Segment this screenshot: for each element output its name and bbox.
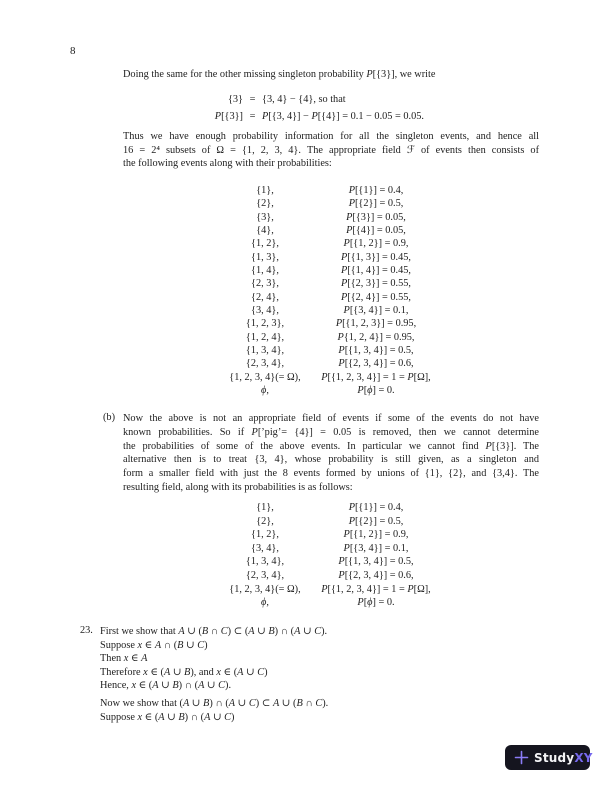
event-cell: {1}, (256, 502, 274, 513)
table-row (220, 237, 442, 250)
table-row (220, 596, 442, 610)
event-cell: {1, 4}, (251, 265, 279, 277)
proof-line: Hence, x ∈ (A ∪ B) ∩ (A ∪ C). (100, 680, 232, 692)
paragraph-line: Thus we have enough probability information for all the singleton events, and hence all (123, 131, 539, 142)
probability-cell: P[{3}] = 0.05, (346, 211, 406, 223)
proof-line: First we show that A ∪ (B ∩ C) ⊂ (A ∪ B) ∩ (A ∪ C). (100, 626, 328, 637)
probability-cell: P[{2, 3, 4}] = 0.6, (338, 358, 414, 370)
paragraph-line: alternative then is to treat {3, 4}, whose probability is still given, as a singleton and (123, 454, 539, 466)
table-row (220, 264, 442, 277)
event-cell: {2, 4}, (251, 291, 279, 303)
event-cell: {3, 4}, (251, 305, 279, 317)
event-cell: {2}, (256, 515, 274, 527)
probability-cell: P[{3, 4}] = 0.1, (343, 305, 409, 317)
table-row (220, 357, 442, 370)
studyxy-badge (505, 745, 593, 770)
table-row (220, 211, 442, 224)
event-cell: {1, 2}, (251, 238, 279, 250)
table-row (220, 569, 442, 583)
paragraph-line: known probabilities. So if P[’pig’= {4}] = 0.05 is removed, then we cannot determine (123, 426, 539, 438)
paragraph-line: the following events along with their probabilities: (123, 158, 332, 170)
intro-paragraph: Doing the same for the other missing singleton probability P[{3}], we write (123, 69, 436, 80)
field2-probability-table (220, 501, 442, 610)
page-number: 8 (70, 45, 76, 57)
event-cell: {1}, (256, 185, 274, 196)
problem-23-solution (100, 625, 542, 724)
probability-cell: P[{1}] = 0.4, (348, 185, 404, 196)
event-cell: {1, 2, 3}, (245, 318, 285, 330)
event-cell: {2, 3, 4}, (245, 358, 285, 370)
table-row (220, 317, 442, 330)
item-b-label: (b) (103, 412, 116, 423)
field1-probability-table (220, 184, 442, 398)
paragraph-line: resulting field, along with its probabilities is as follows: (123, 481, 353, 493)
probability-cell: P[{2}] = 0.5, (348, 198, 404, 210)
event-cell: {1, 2, 3, 4}(= Ω), (229, 371, 301, 383)
table-row (220, 224, 442, 237)
event-cell: {4}, (256, 225, 274, 237)
proof-line: Therefore x ∈ (A ∪ B), and x ∈ (A ∪ C) (100, 666, 268, 678)
paragraph-line: the probabilities of some of the above events. In particular we cannot find P[{3}]. The (123, 440, 539, 452)
table-row (220, 344, 442, 357)
table-row (220, 331, 442, 344)
probability-cell: P[{2, 3, 4}] = 0.6, (338, 569, 414, 581)
probability-cell: P[{1, 2, 3, 4}] = 1 = P[Ω], (321, 583, 431, 595)
item-b-paragraph (123, 412, 539, 495)
probability-cell: P[{1, 2, 3}] = 0.95, (335, 318, 417, 330)
equation-relation: = (249, 111, 256, 122)
paragraph-line: form a smaller field with just the 8 events formed by unions of {1}, {2}, and {3,4}. The (123, 468, 539, 479)
event-cell: {2, 3, 4}, (245, 569, 285, 581)
proof-line: Then x ∈ A (100, 653, 148, 665)
field-intro-paragraph (123, 130, 539, 171)
table-row (220, 384, 442, 397)
equation-row (123, 91, 539, 108)
equation-row (123, 108, 539, 125)
event-cell: {1, 3, 4}, (245, 345, 285, 357)
proof-line: Suppose x ∈ (A ∪ B) ∩ (A ∪ C) (100, 711, 235, 723)
probability-cell: P[{1}] = 0.4, (348, 502, 404, 513)
probability-cell: P[{1, 2, 3, 4}] = 1 = P[Ω], (321, 371, 431, 383)
probability-cell: P[{1, 3}] = 0.45, (340, 251, 412, 263)
table-row (220, 197, 442, 210)
probability-cell: P[ϕ] = 0. (357, 597, 395, 609)
event-cell: ϕ, (261, 597, 269, 609)
event-cell: {2}, (256, 198, 274, 210)
proof-line: Suppose x ∈ A ∩ (B ∪ C) (100, 639, 208, 651)
table-row (220, 501, 442, 515)
paragraph-line: 16 = 2⁴ subsets of Ω = {1, 2, 3, 4}. The appropriate field ℱ of events then consists of (123, 144, 539, 156)
table-row (220, 528, 442, 542)
event-cell: {1, 3, 4}, (245, 556, 285, 568)
event-cell: ϕ, (261, 385, 269, 397)
event-cell: {1, 2}, (251, 529, 279, 541)
equation-rhs: P[{3, 4}] − P[{4}] = 0.1 − 0.05 = 0.05. (262, 111, 424, 122)
probability-cell: P[{3, 4}] = 0.1, (343, 542, 409, 554)
problem-23-number: 23. (80, 625, 93, 636)
logo-text-xy: XY (574, 750, 593, 765)
table-row (220, 515, 442, 529)
event-cell: {1, 2, 3, 4}(= Ω), (229, 583, 301, 595)
paragraph-line: Now the above is not an appropriate field of events if some of the events do not have (123, 413, 539, 424)
event-cell: {3, 4}, (251, 542, 279, 554)
proof-part-2 (100, 697, 542, 724)
event-cell: {1, 3}, (251, 251, 279, 263)
table-row (220, 542, 442, 556)
equation-relation: = (249, 94, 256, 105)
probability-cell: P[{1, 3, 4}] = 0.5, (338, 345, 414, 357)
equation-lhs: {3} (227, 94, 243, 105)
probability-cell: P{1, 2, 4}] = 0.95, (337, 331, 415, 343)
probability-cell: P[{2, 3}] = 0.55, (340, 278, 412, 290)
table-row (220, 304, 442, 317)
probability-cell: P[{2}] = 0.5, (348, 515, 404, 527)
probability-cell: P[{1, 2}] = 0.9, (343, 238, 409, 250)
table-row (220, 277, 442, 290)
probability-cell: P[{2, 4}] = 0.55, (340, 291, 412, 303)
event-cell: {1, 2, 4}, (245, 331, 285, 343)
table-row (220, 251, 442, 264)
proof-line: Now we show that (A ∪ B) ∩ (A ∪ C) ⊂ A ∪ (B ∩ C). (100, 698, 329, 710)
probability-cell: P[{4}] = 0.05, (346, 225, 406, 237)
equation-lhs: P[{3}] (214, 111, 243, 122)
table-row (220, 555, 442, 569)
probability-cell: P[{1, 4}] = 0.45, (340, 265, 412, 277)
plus-icon (514, 750, 529, 765)
derivation-block (123, 91, 539, 125)
table-row (220, 184, 442, 197)
logo-text-study: Study (534, 750, 575, 765)
table-row (220, 291, 442, 304)
equation-rhs: {3, 4} − {4}, so that (262, 94, 346, 105)
probability-cell: P[{1, 3, 4}] = 0.5, (338, 556, 414, 568)
logo-wordmark (534, 751, 593, 765)
probability-cell: P[ϕ] = 0. (357, 385, 395, 397)
event-cell: {3}, (256, 211, 274, 223)
event-cell: {2, 3}, (251, 278, 279, 290)
table-row (220, 371, 442, 384)
table-row (220, 583, 442, 597)
probability-cell: P[{1, 2}] = 0.9, (343, 529, 409, 541)
